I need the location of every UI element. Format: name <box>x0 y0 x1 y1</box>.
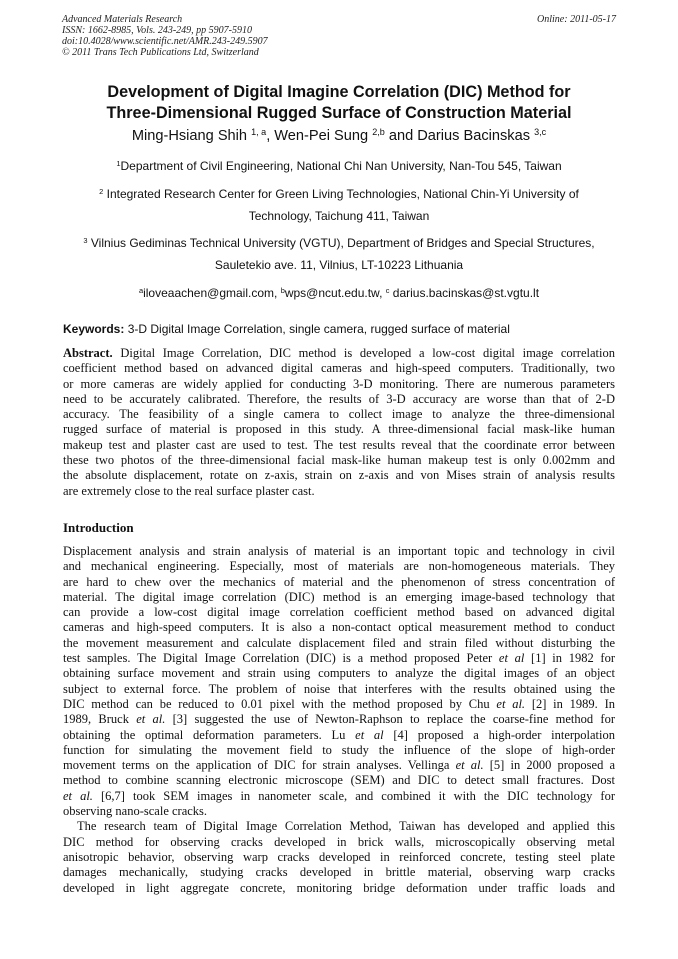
affiliation-mark: 2 <box>99 186 104 196</box>
abstract-label: Abstract. <box>63 346 113 360</box>
author-name: Wen-Pei Sung <box>274 128 369 144</box>
author-separator: , <box>266 128 275 144</box>
author-emails <box>40 282 638 304</box>
affiliation-mark: 1 <box>116 158 121 168</box>
affiliation-mark: 3 <box>83 235 88 245</box>
text-line: cameras and high-speed computers. It is also a non-contact optical measurement method to conduct <box>63 620 615 635</box>
issn-line: ISSN: 1662-8985, Vols. 243-249, pp 5907-5910 <box>62 25 252 36</box>
text-line: these two photos of the three-dimensional facial mask-like human makeup test is only 0.002mm and <box>63 453 615 468</box>
text-line: Displacement analysis and strain analysis of material is an important topic and technology in civil <box>63 544 615 558</box>
text-line: developed in light aggregate concrete, monitoring bridge deformation under traffic loads and <box>63 880 615 895</box>
author-separator: and <box>384 128 418 144</box>
text-line: observing nano-scale cracks. <box>63 804 208 819</box>
email-mark: b <box>280 285 285 295</box>
affiliation-text: Technology, Taichung 411, Taiwan <box>248 209 430 223</box>
text-line: the movement measurement and calculate displacement filed and strain filed without disturbing the <box>63 635 615 650</box>
text-line: coefficient method based on advanced digital cameras and high-speed computers. Traditionally, two <box>63 361 615 376</box>
author-name: Ming-Hsiang Shih <box>131 128 248 144</box>
title-line-2: Three-Dimensional Rugged Surface of Construction Material <box>106 104 572 122</box>
paper-title <box>40 82 638 124</box>
text-line: subject to external force. The problem of noise that interferes with the results obtained using the <box>63 681 615 696</box>
affiliation-3 <box>40 232 638 276</box>
keywords <box>63 321 618 337</box>
text-line: damages mechanically, studying cracks developed in brittle material, observing warp cracks <box>63 865 615 880</box>
affiliation-text: Integrated Research Center for Green Living Technologies, National Chin-Yi University of <box>106 187 579 201</box>
text-line: function for simulating the movement field to study the influence of the slope of high-order <box>63 742 615 757</box>
text-line: can provide a low-cost digital image correlation coefficient method based on advanced digital <box>63 605 615 620</box>
email-separator: , <box>274 286 281 300</box>
section-heading-introduction: Introduction <box>63 520 134 535</box>
author-affiliation-mark: 2,b <box>372 127 385 138</box>
doi-line[interactable]: doi:10.4028/www.scientific.net/AMR.243-249.5907 <box>62 36 268 47</box>
keywords-label: Keywords: <box>63 322 125 336</box>
text-line: makeup test and plaster cast are used to test. The test results reveal that the coordinate error between <box>63 437 615 452</box>
text-line: et al. [6,7] took SEM images in nanometer scale, and combined it with the DIC technology for <box>63 788 615 803</box>
text-line: 1989, Bruck et al. [3] suggested the use of Newton-Raphson to replace the coarse-fine method for <box>63 712 615 727</box>
author-affiliation-mark: 3,c <box>534 127 547 138</box>
text-line: and mechanical engineering. Especially, most of materials are non-homogeneous materials. They <box>63 559 615 574</box>
text-line: or more cameras are widely applied for conducting 3-D monitoring. There are numerous parameters <box>63 376 615 391</box>
online-date: Online: 2011-05-17 <box>537 14 616 25</box>
affiliation-2 <box>40 183 638 227</box>
abstract <box>63 346 615 499</box>
author-affiliation-mark: 1, a <box>251 127 267 138</box>
text-line: the absolute displacement, rotate on z-axis, strain on z-axis and von Mises strain of analysis results <box>63 468 615 483</box>
text-line: are extremely close to the real surface plaster cast. <box>63 483 315 498</box>
text-line <box>63 346 615 361</box>
text-line: accuracy. The feasibility of a single camera to collect image to analyze the three-dimensional <box>63 407 615 422</box>
abstract-text: Digital Image Correlation, DIC method is developed a low-cost digital image correlation <box>112 346 615 360</box>
text-line: DIC method for observing cracks developed in brick walls, microscopically observing metal <box>63 834 615 849</box>
author-list <box>40 127 638 145</box>
affiliation-text: Department of Civil Engineering, National Chi Nan University, Nan-Tou 545, Taiwan <box>120 159 562 173</box>
author-name: Darius Bacinskas <box>417 128 530 144</box>
keywords-text: 3-D Digital Image Correlation, single camera, rugged surface of material <box>124 322 510 336</box>
text-line: obtaining the optimal deformation parameters. Lu et al [4] proposed a high-order interpolation <box>63 727 615 742</box>
text-line: need to be accurately calibrated. Therefore, the results of 3-D accuracy are worse than that of 2-D <box>63 391 615 406</box>
affiliation-text: Sauletekio ave. 11, Vilnius, LT-10223 Lithuania <box>214 258 464 272</box>
text-line: anisotropic behavior, observing warp cracks developed in reinforced concrete, testing steel plate <box>63 849 615 864</box>
text-line: material. The digital image correlation (DIC) method is an emerging image-based technology that <box>63 589 615 604</box>
text-line: DIC method can be reduced to 0.01 pixel with the method proposed by Chu et al. [2] in 1989. In <box>63 696 616 711</box>
text-line: test samples. The Digital Image Correlation (DIC) is a method proposed Peter et al [1] in 1982 for <box>63 651 615 666</box>
text-line: The research team of Digital Image Correlation Method, Taiwan has developed and applied this <box>77 819 615 834</box>
text-line: rugged surface of material is proposed in this study. A three-dimensional facial mask-like human <box>63 422 615 437</box>
running-header <box>62 14 616 58</box>
email-mark: c <box>385 285 390 295</box>
email-link[interactable]: iloveaachen@gmail.com <box>143 286 275 300</box>
title-line-1: Development of Digital Imagine Correlation (DIC) Method for <box>107 83 571 101</box>
email-link[interactable]: darius.bacinskas@st.vgtu.lt <box>389 286 540 300</box>
text-line: obtaining surface movement and strain using computers to analyze the digital images of an object <box>63 666 615 681</box>
text-line: are hard to chew over the mechanics of material and the phenomenon of stress concentration of <box>63 574 615 589</box>
affiliation-text: Vilnius Gediminas Technical University (VGTU), Department of Bridges and Special Structures, <box>90 236 595 250</box>
journal-name: Advanced Materials Research <box>62 14 183 25</box>
affiliation-1 <box>40 155 638 177</box>
email-link[interactable]: wps@ncut.edu.tw <box>284 286 380 300</box>
email-mark: a <box>138 285 144 295</box>
text-line: movement terms on the application of DIC for strain analyses. Vellinga et al. [5] in 2000 proposed a <box>63 758 616 773</box>
email-separator: , <box>379 286 386 300</box>
copyright-line: © 2011 Trans Tech Publications Ltd, Switzerland <box>62 47 259 58</box>
introduction-body <box>63 544 615 896</box>
text-line: method to combine scanning electronic microscope (SEM) and DIC to detect small fractures. Dost <box>63 773 615 788</box>
